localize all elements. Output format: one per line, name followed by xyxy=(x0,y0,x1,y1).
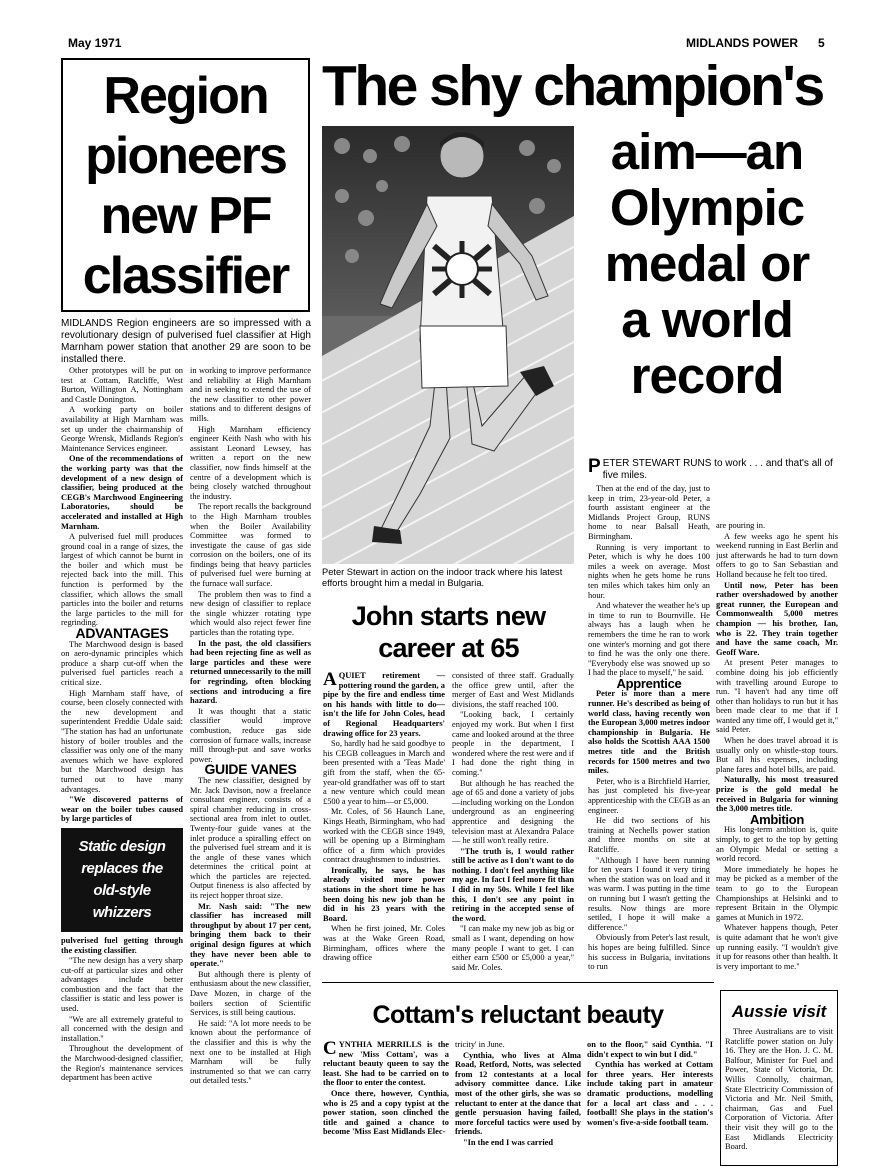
paragraph: Running is very important to Peter, which is why he does 100 miles a week on average. Most nights when he gets home he runs ten miles which takes him only an hour. xyxy=(588,542,710,600)
region-headline-line: new PF xyxy=(100,187,271,245)
cottam-column-3 xyxy=(587,1040,713,1168)
paragraph: Whatever happens though, Peter is quite adamant that he won't give up running easily. "I wouldn't give it up for reasons other than health. It is very important to me." xyxy=(716,923,838,971)
region-column-1 xyxy=(61,366,183,1164)
john-headline xyxy=(322,600,575,664)
paragraph: on to the floor," said Cynthia. "I didn't expect to win but I did." xyxy=(587,1040,713,1059)
paragraph: High Marnham efficiency engineer Keith Nash who with his assistant Leonard Lewsey, has written a report on the new classifier, now finds himself at the centre of a development which is being closely watched throughout the industry. xyxy=(190,424,311,501)
paragraph: But although there is plenty of enthusiasm about the new classifier, Dave Mozen, in charge of the boilers section of Scientific Services, is still being cautious. xyxy=(190,969,311,1018)
apprentice-heading: Apprentice xyxy=(616,675,682,691)
photo-caption: Peter Stewart in action on the indoor track where his latest efforts brought him a medal in Bulgaria. xyxy=(322,567,563,588)
paragraph: Then at the end of the day, just to keep in trim, 23-year-old Peter, a fourth assistant engineer at the Midlands Project Group, RUNS home to near Balsall Heath, Birmingham. xyxy=(588,484,710,541)
runner-photo-illustration xyxy=(322,126,574,564)
paragraph: Three Australians are to visit Ratcliffe power station on July 16. They are the Hon. J. C. M. Balfour, Minister for Fuel and Power, State of Victoria, Dr. Willis Connolly, chairman, State Electricity Commission of Victoria and Mr. Neil Smith, chairman, Gas and Fuel Corporation of Victoria. After their visit they will go to the East Midlands Electricity Board. xyxy=(725,1027,833,1152)
publication-name: MIDLANDS POWER xyxy=(686,36,798,50)
paragraph: It was thought that a static classifier would improve combustion, reduce gas side corrosion of furnace walls, increase mill through-put and save works power. xyxy=(190,706,311,764)
john-column-1 xyxy=(323,671,445,976)
paragraph: At present Peter manages to combine doing his job efficiently with travelling around Europe to run. "I haven't had any time off other than holidays to run but it has been made clear to me that if I wanted any time off, I would get it," said Peter. xyxy=(716,658,838,735)
dropcap: P xyxy=(588,456,601,477)
paragraph: A working party on boiler availability at High Marnham was set up under the chairmanship of George Wrensk, Midlands Region's Maintenance Services engineer. xyxy=(61,405,183,453)
champion-headline-line: Olympic xyxy=(609,179,805,236)
champion-headline-line: a world xyxy=(621,291,793,348)
paragraph: The Marchwood design is based on aero-dynamic principles which produce a sharp cut-off when the pulverised fuel particles reach a critical size. xyxy=(61,639,183,687)
dropcap: A xyxy=(323,671,337,690)
paragraph: Obviously from Peter's last result, his hopes are being fulfilled. Since his success in Bulgaria, invitations to run xyxy=(588,933,710,972)
aussie-visit-box xyxy=(720,990,838,1166)
paragraph: When he first joined, Mr. Coles was at the Wake Green Road, Birmingham, offices where the drawing office xyxy=(323,924,445,963)
issue-date: May 1971 xyxy=(68,36,122,50)
paragraph: He did two sections of his training at Nechells power station and three months on site at Ratcliffe. xyxy=(588,816,710,854)
paragraph: consisted of three staff. Gradually the office grew until, after the merger of East and West Midlands divisions, the staff reached 100. xyxy=(452,671,574,709)
paragraph: The report recalls the background to the High Marnham troubles when the Boiler Availability Committee was formed to investigate the cause of gas side corrosion on the boilers, one of its findings being that heavy particles of pulverised fuel were burning at the furnace wall surface. xyxy=(190,502,311,589)
paragraph: "Looking back, I certainly enjoyed my work. But when I first came and looked around at the three people in the department, I wondered where the rest were and if I had done the right thing in coming." xyxy=(452,710,574,777)
paragraph: Peter is more than a mere runner. He's described as being of world class, having recently won the European 3,000 metres indoor championship in Bulgaria. He also holds the Scottish AAA 1500 metres title and the British records for 1500 metres and two miles. xyxy=(588,689,710,776)
paragraph: Until now, Peter has been rather overshadowed by another great runner, the European and Commonwealth 5,000 metres champion — his brother, Ian, who is 22. They train together and have the same coach, Mr. Geoff Ware. xyxy=(716,580,838,657)
paragraph: pulverised fuel getting through the existing classifier. xyxy=(61,935,183,955)
paragraph: And whatever the weather he's up in time to run to Bournville. He always has a laugh when he remembers the time he ran to work one winter's morning and got there to find he was the only one there. "Everybody else was snowed up so I had the place to myself," he said. xyxy=(588,601,710,678)
champion-headline-line: medal or xyxy=(604,235,810,292)
paragraph: But although he has reached the age of 65 and done a variety of jobs—including working on the London underground as an engineering apprentice and designing the television mast at Alexandra Palace — he still won't really retire. xyxy=(452,778,574,846)
static-box-line: whizzers xyxy=(92,903,152,921)
paragraph: "The new design has a very sharp cut-off at particular sizes and other advantages include better combustion and the fact that the classifier is static and less power is used. xyxy=(61,956,183,1014)
paragraph: More immediately he hopes he may be picked as a member of the team to go to the European Championships at Helsinki and to represent Britain in the Olympic games at Munich in 1972. xyxy=(716,864,838,922)
john-headline-line: career at 65 xyxy=(378,633,519,663)
paragraph: "In the end I was carried xyxy=(463,1137,554,1147)
paragraph: A few weeks ago he spent his weekend running in East Berlin and just afterwards he had to turn down offers to go to San Sebastian and Holland because he felt too tired. xyxy=(716,531,838,579)
paragraph: His long-term ambition is, quite simply, to get to the top by getting an Olympic Medal or setting a world record. xyxy=(716,825,838,864)
champion-lead-text: ETER STEWART RUNS to work . . . and that's all of five miles. xyxy=(602,458,833,481)
aussie-headline: Aussie visit xyxy=(731,1002,827,1021)
region-headline-box xyxy=(61,58,310,312)
paragraph: In the past, the old classifiers had been rejecting fine as well as large particles and these were returned unnecessarily to the mill for regrinding, often blocking sections and introducing a fire hazard. xyxy=(190,638,311,706)
paragraph: "I can make my new job as big or small as I want, depending on how many people I want to get. I can either earn £500 or £5,000 a year," said Mr. Coles. xyxy=(452,924,574,972)
paragraph: are pouring in. xyxy=(716,521,766,530)
static-design-box xyxy=(61,828,183,932)
paragraph: Other prototypes will be put on test at Cottam, Ratcliffe, West Burton, Willington A, Nottingham and Castle Donington. xyxy=(61,366,183,404)
paragraph: Once there, however, Cynthia, who is 25 and a copy typist at the power station, soon clinched the title and gained a chance to become 'Miss East Midlands Elec- xyxy=(323,1088,449,1137)
advantages-heading: ADVANTAGES xyxy=(75,625,169,642)
paragraph xyxy=(323,1040,449,1088)
guide-vanes-heading: GUIDE VANES xyxy=(204,761,297,778)
champion-headline-line: aim—an xyxy=(610,123,804,180)
static-box-line: old-style xyxy=(93,881,151,899)
dropcap: C xyxy=(323,1040,337,1059)
john-column-2 xyxy=(452,671,574,976)
paragraph: When he does travel abroad it is usually only on whistle-stop tours. But all his expenses, including plane fares and hotel bills, are paid. xyxy=(716,736,838,774)
paragraph: "We discovered patterns of wear on the boiler tubes caused by large particles of xyxy=(61,795,183,824)
paragraph: High Marnham staff have, of course, been closely connected with the new development and superintendent Freddie Udale said: "The station has had an unfortunate history of boiler troubles and the classifier was only one of the many avenues which we have explored but the Marchwood design has turned out to have many advantages. xyxy=(61,688,183,794)
paragraph: tricity' in June. xyxy=(455,1040,505,1049)
runner-photo xyxy=(322,126,574,564)
john-headline-line: John starts new xyxy=(351,601,546,631)
ambition-heading: Ambition xyxy=(750,811,804,827)
champion-headline-line-1: The shy champion's xyxy=(322,54,823,118)
cottam-top-rule xyxy=(322,982,714,983)
cottam-headline: Cottam's reluctant beauty xyxy=(372,1001,664,1029)
paragraph: So, hardly had he said goodbye to his CEGB colleagues in March and been presented with a 'Teas Made' gift from the staff, when the 65-year-old grandfather was off to start a new venture which could mean £500 a year to him—or £5,000. xyxy=(323,739,445,806)
paragraph: Mr. Coles, of 56 Haunch Lane, Kings Heath, Birmingham, who had worked with the CEGB since 1949, will be opening up a Birmingham office of a firm which provides contract draughtsmen to industries. xyxy=(323,807,445,865)
region-column-2 xyxy=(190,366,311,1164)
paragraph: "Although I have been running for ten years I found it very tiring when the station was on load and it was warm. I was putting in the time on running but I wasn't getting the results. Now things are more settled, I hope it will make a difference." xyxy=(588,855,710,932)
paragraph: A pulverised fuel mill produces ground coal in a range of sizes, the largest of which cannot be burnt in the boiler and which must be rejected back into the mill. This function is performed by the classifier, which allows the small particles into the boiler and returns the large particles to the mill for regrinding. xyxy=(61,532,183,628)
static-box-line: replaces the xyxy=(81,859,163,877)
paragraph: Cynthia, who lives at Alma Road, Retford, Notts, was selected from 12 contestants at a local advisory committee dance. Like most of the other girls, she was so reluctant to enter at the dance that gentle persuasion having failed, more forceful tactics were used by friends. xyxy=(455,1050,581,1137)
champion-lead xyxy=(588,458,838,482)
paragraph: Ironically, he says, he has already visited more power stations in the short time he has been doing his new job than he did in his 23 years with the Board. xyxy=(323,865,445,923)
paragraph: Throughout the development of the Marchwood-designed classifier, the Region's maintenance services department has been active xyxy=(61,1044,183,1083)
champion-column-2 xyxy=(716,521,838,979)
champion-headline-right xyxy=(578,124,836,404)
champion-headline-line: record xyxy=(630,347,784,404)
paragraph: in working to improve performance and reliability at High Marnham and in seeking to extend the use of the new classifier to other power stations and to different designs of mills. xyxy=(190,366,311,423)
paragraph: The new classifier, designed by Mr. Jack Davison, now a freelance consultant engineer, consists of a spiral chamber reducing in cross-sectional area from inlet to outlet. Twenty-four guide vanes at the inlet produce a spiralling effect on the pulverised fuel stream and it is the angle of these vanes which determines the critical point at which the particles are rejected. Output fineness is also affected by its reject hopper throat size. xyxy=(190,775,311,901)
region-headline-line: Region xyxy=(103,67,268,125)
paragraph: Naturally, his most treasured prize is the gold medal he received in Bulgaria for winning the 3,000 metres title. xyxy=(716,775,838,814)
paragraph xyxy=(323,671,445,738)
paragraph: He said: "A lot more needs to be known about the performance of the classifier and this is why the next one to be installed at High Marnham will be fully instrumented so that we can carry out detailed tests." xyxy=(190,1018,311,1086)
paragraph: The problem then was to find a new design of classifier to replace the single whizzer rotating type which would also reject fewer fine particles than the rotating type. xyxy=(190,589,311,638)
region-headline-line: classifier xyxy=(82,247,289,305)
aussie-body xyxy=(721,1023,837,1153)
cottam-column-1 xyxy=(323,1040,449,1168)
static-box-line: Static design xyxy=(78,837,166,855)
paragraph: Peter, who is a Birchfield Harrier, has just completed his five-year apprenticeship with the CEGB as an engineer. xyxy=(588,776,710,815)
page-number: 5 xyxy=(818,36,825,50)
paragraph: Cynthia has worked at Cottam for three years. Her interests include taking part in amateur dramatic productions, modelling for a local art class and . . . football! She plays in the station's women's five-a-side football team. xyxy=(587,1060,713,1127)
cottam-column-2 xyxy=(455,1040,581,1168)
paragraph: "The truth is, I would rather still be active as I don't want to do nothing. I don't feel anything like my age. In fact I feel more fit than I did in my 50s. While I feel like this, I don't see any point in retiring in the accepted sense of the word. xyxy=(452,846,574,923)
paragraph: One of the recommendations of the working party was that the development of a new design of classifier, being produced at the CEGB's Marchwood Engineering Laboratories, should be accelerated and installed at High Marnham. xyxy=(61,454,183,531)
paragraph: Mr. Nash said: "The new classifier has increased mill throughput by about 17 per cent, bringing them back to their original design figures at which they have never been able to operate." xyxy=(190,901,311,969)
region-headline-line: pioneers xyxy=(85,127,286,185)
cottam-lead-text: YNTHIA MERRILLS is the new 'Miss Cottam', was a reluctant beauty queen to say the least. She had to be carried on to the floor to enter the contest. xyxy=(323,1040,449,1088)
paragraph: "We are all extremely grateful to all concerned with the design and installation." xyxy=(61,1014,183,1043)
region-intro: MIDLANDS Region engineers are so impressed with a revolutionary design of pulverised fuel classifier at High Marnham power station that another 29 are soon to be installed there. xyxy=(61,318,311,365)
champion-column-1 xyxy=(588,484,710,979)
john-lead-text: QUIET retirement — pottering round the garden, a pipe by the fire and endless time on his hands with little to do—isn't the life for John Coles, head of Regional Headquarters' drawing office for 23 years. xyxy=(323,671,445,738)
